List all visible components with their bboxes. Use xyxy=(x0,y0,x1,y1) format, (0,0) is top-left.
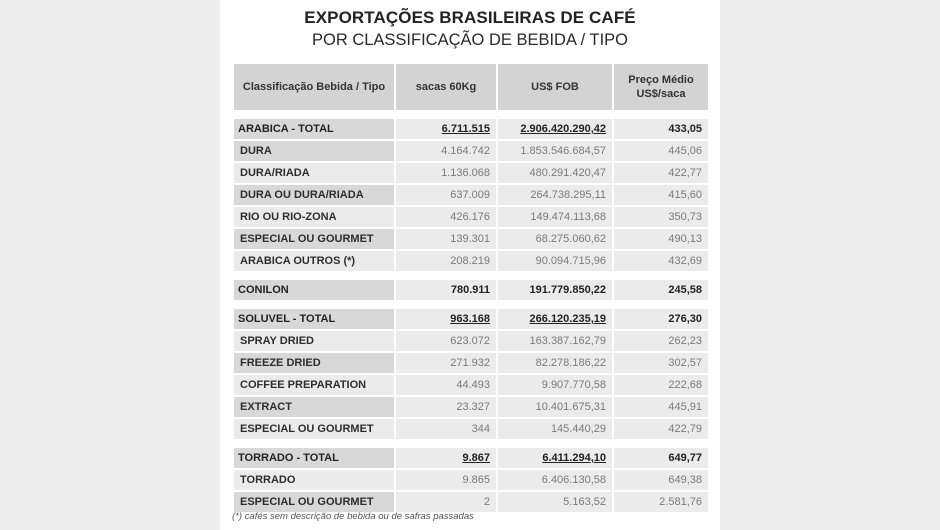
row-label: SPRAY DRIED xyxy=(234,331,394,351)
cell-usd: 163.387.162,79 xyxy=(498,331,612,351)
table-row xyxy=(234,353,708,373)
table-row-conilon xyxy=(234,280,708,300)
cell-bags: 426.176 xyxy=(396,207,496,227)
table-row xyxy=(234,163,708,183)
row-label: ESPECIAL OU GOURMET xyxy=(234,229,394,249)
table-row xyxy=(234,397,708,417)
table-row xyxy=(234,207,708,227)
cell-usd: 264.738.295,11 xyxy=(498,185,612,205)
row-label: TORRADO - TOTAL xyxy=(234,448,394,468)
cell-price: 649,38 xyxy=(614,470,708,490)
cell-price: 422,79 xyxy=(614,419,708,439)
cell-bags: 4.164.742 xyxy=(396,141,496,161)
cell-price: 350,73 xyxy=(614,207,708,227)
cell-price: 415,60 xyxy=(614,185,708,205)
cell-price: 445,91 xyxy=(614,397,708,417)
cell-usd: 149.474.113,68 xyxy=(498,207,612,227)
cell-price: 445,06 xyxy=(614,141,708,161)
row-label: COFFEE PREPARATION xyxy=(234,375,394,395)
row-label: DURA OU DURA/RIADA xyxy=(234,185,394,205)
table-row xyxy=(234,251,708,271)
page-title: EXPORTAÇÕES BRASILEIRAS DE CAFÉ xyxy=(304,8,636,27)
exports-table xyxy=(232,62,710,514)
cell-price: 222,68 xyxy=(614,375,708,395)
document-panel xyxy=(220,0,720,530)
cell-usd: 68.275.060,62 xyxy=(498,229,612,249)
header-avg-price: Preço Médio US$/saca xyxy=(614,64,708,110)
table-row-soluvel-total xyxy=(234,309,708,329)
cell-price: 490,13 xyxy=(614,229,708,249)
table-row xyxy=(234,185,708,205)
row-label: ARABICA - TOTAL xyxy=(234,119,394,139)
page-subtitle: POR CLASSIFICAÇÃO DE BEBIDA / TIPO xyxy=(311,31,629,49)
cell-price: 276,30 xyxy=(614,309,708,329)
footnote: (*) cafés sem descrição de bebida ou de safras passadas xyxy=(232,511,474,522)
row-label: DURA xyxy=(234,141,394,161)
table-row xyxy=(234,492,708,512)
cell-usd: 90.094.715,96 xyxy=(498,251,612,271)
cell-bags: 344 xyxy=(396,419,496,439)
cell-usd: 6.411.294,10 xyxy=(498,448,612,468)
cell-bags: 271.932 xyxy=(396,353,496,373)
cell-price: 302,57 xyxy=(614,353,708,373)
cell-price: 262,23 xyxy=(614,331,708,351)
cell-price: 2.581,76 xyxy=(614,492,708,512)
row-label: CONILON xyxy=(234,280,394,300)
cell-usd: 82.278.186,22 xyxy=(498,353,612,373)
table-row xyxy=(234,419,708,439)
cell-bags: 1.136.068 xyxy=(396,163,496,183)
row-label: RIO OU RIO-ZONA xyxy=(234,207,394,227)
cell-usd: 10.401.675,31 xyxy=(498,397,612,417)
row-label: FREEZE DRIED xyxy=(234,353,394,373)
cell-usd: 9.907.770,58 xyxy=(498,375,612,395)
row-label: EXTRACT xyxy=(234,397,394,417)
cell-bags: 44.493 xyxy=(396,375,496,395)
cell-bags: 9.865 xyxy=(396,470,496,490)
table-row-arabica-total xyxy=(234,119,708,139)
header-usd-fob: US$ FOB xyxy=(498,64,612,110)
cell-bags: 139.301 xyxy=(396,229,496,249)
cell-usd: 191.779.850,22 xyxy=(498,280,612,300)
cell-bags: 6.711.515 xyxy=(396,119,496,139)
cell-price: 422,77 xyxy=(614,163,708,183)
cell-usd: 480.291.420,47 xyxy=(498,163,612,183)
table-row xyxy=(234,470,708,490)
table-row xyxy=(234,375,708,395)
table-row xyxy=(234,331,708,351)
row-label: SOLUVEL - TOTAL xyxy=(234,309,394,329)
row-label: ESPECIAL OU GOURMET xyxy=(234,492,394,512)
cell-usd: 1.853.546.684,57 xyxy=(498,141,612,161)
table-row xyxy=(234,141,708,161)
row-label: DURA/RIADA xyxy=(234,163,394,183)
table-header-row xyxy=(234,64,708,110)
row-label: ARABICA OUTROS (*) xyxy=(234,251,394,271)
cell-usd: 2.906.420.290,42 xyxy=(498,119,612,139)
header-bags: sacas 60Kg xyxy=(396,64,496,110)
cell-usd: 145.440,29 xyxy=(498,419,612,439)
header-classification: Classificação Bebida / Tipo xyxy=(234,64,394,110)
cell-usd: 6.406.130,58 xyxy=(498,470,612,490)
row-label: TORRADO xyxy=(234,470,394,490)
cell-bags: 623.072 xyxy=(396,331,496,351)
row-label: ESPECIAL OU GOURMET xyxy=(234,419,394,439)
cell-price: 649,77 xyxy=(614,448,708,468)
cell-price: 432,69 xyxy=(614,251,708,271)
cell-bags: 637.009 xyxy=(396,185,496,205)
cell-price: 433,05 xyxy=(614,119,708,139)
cell-price: 245,58 xyxy=(614,280,708,300)
table-row xyxy=(234,229,708,249)
cell-bags: 23.327 xyxy=(396,397,496,417)
cell-usd: 5.163,52 xyxy=(498,492,612,512)
cell-bags: 963.168 xyxy=(396,309,496,329)
cell-bags: 9.867 xyxy=(396,448,496,468)
cell-bags: 780.911 xyxy=(396,280,496,300)
cell-bags: 208.219 xyxy=(396,251,496,271)
cell-bags: 2 xyxy=(396,492,496,512)
cell-usd: 266.120.235,19 xyxy=(498,309,612,329)
table-row-torrado-total xyxy=(234,448,708,468)
